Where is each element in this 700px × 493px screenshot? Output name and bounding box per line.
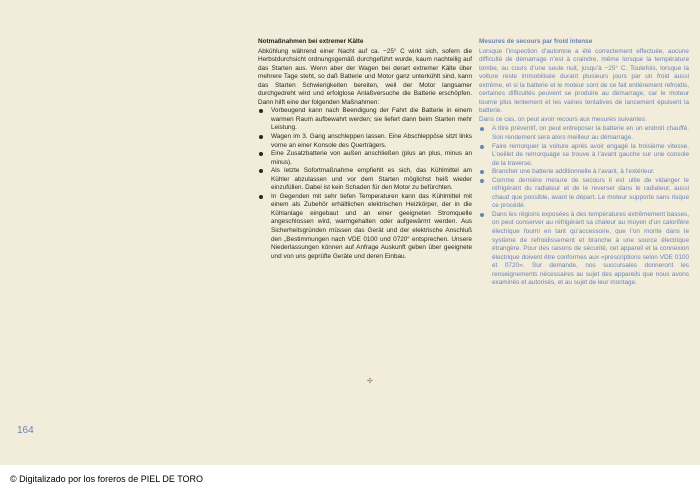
bullet-icon	[480, 145, 484, 149]
german-item-text: In Gegenden mit sehr tiefen Temperaturen kann das Kühlmittel mit einem als Zubehör erhältlichen elektrischen Heizkörper, der in die Kühlanlage eingebaut und an einer geeigneten Stromquelle angeschlossen wird, warmgehalten oder aufgewärmt werden. Aus Sicherheitsgründen müssen das Gerät und der elektrische Anschluß den „Bestimmungen nach VDE 0100 und 0720“ entsprechen. Unsere Niederlassungen können auf Anfrage Auskunft geben über geeignete und von uns geprüfte Geräte und deren Einbau.	[271, 192, 472, 260]
french-item-text: A titre préventif, on peut entreposer la batterie en un endroit chauffé. Son rendement sera alors meilleur au démarrage.	[492, 125, 689, 142]
german-list-item	[258, 107, 472, 133]
german-measures-list	[258, 107, 472, 261]
french-list-item	[479, 125, 689, 142]
french-item-text: Faire remorquer la voiture après avoir engagé la troisième vitesse. L’oeillet de remorquage se trouve à l’avant gauche sur une console de la traverse.	[492, 142, 689, 167]
german-item-text: Vorbeugend kann nach Beendigung der Fahrt die Batterie in einem warmen Raum aufbewahrt werden; sie liefert dann beim Starten mehr Leistung.	[271, 107, 472, 132]
german-list-item	[258, 150, 472, 167]
german-item-text: Eine Zusatzbatterie von außen anschließen (plus an plus, minus an minus).	[271, 150, 472, 166]
bullet-icon	[259, 135, 263, 139]
german-list-item	[258, 167, 472, 193]
german-item-text: Wagen im 3. Gang anschleppen lassen. Eine Abschleppöse sitzt links vorne an einer Konsole des Querträgers.	[271, 133, 472, 149]
french-list-item	[479, 177, 689, 211]
german-list-item	[258, 193, 472, 261]
german-heading: Notmaßnahmen bei extremer Kälte	[258, 38, 364, 45]
french-item-text: Brancher une batterie additionnelle à l’avant, à l’extérieur.	[492, 168, 655, 176]
page-number: 164	[17, 425, 34, 436]
bullet-icon	[480, 170, 484, 174]
french-list-item	[479, 211, 689, 288]
bullet-icon	[480, 179, 484, 183]
french-column	[479, 38, 689, 288]
bullet-icon	[259, 195, 263, 199]
bullet-icon	[259, 169, 263, 173]
bullet-icon	[480, 127, 484, 131]
french-heading: Mesures de secours par froid intense	[479, 38, 593, 45]
bullet-icon	[259, 109, 263, 113]
german-column	[258, 38, 472, 261]
french-intro-2: Dans ce cas, on peut avoir recours aux mesures suivantes:	[479, 115, 647, 123]
german-item-text: Als letzte Sofortmaßnahme empfiehlt es sich, das Kühlmittel am Kühler abzulassen und vor dem Starten möglichst heiß wieder einzufüllen. Dabei ist kein Schaden für den Motor zu befürchten.	[271, 167, 472, 192]
french-list-item	[479, 168, 689, 177]
french-list-item	[479, 143, 689, 169]
french-item-text: Comme dernière mesure de secours il est utile de vidanger le réfrigérant du radiateur et de le reverser dans le radiateur, aussi chaud que possible, avant le départ. Le moteur supporte sans risque ce procédé.	[492, 176, 689, 210]
scan-credit-footer: © Digitalizado por los foreros de PIEL DE TORO	[10, 474, 204, 484]
french-item-text: Dans les régions exposées à des températures extrêmement basses, on peut conserver au réfrigérant sa chaleur au moyen d’un calorifère électrique fourni en tant qu’accessoire, que l’on monte dans le système de refroidissement et branche à une source électrique étrangère. Pour des raisons de sécurité, cet appareil et la connexion électrique doivent être conformes aux «prescriptions selon VDE 0100 et 0720». Sur demande, nos succursales donneront les renseignements nécessaires au sujet des appareils que nous avons examinés et autorisés, et au sujet de leur montage.	[492, 210, 689, 287]
french-measures-list	[479, 125, 689, 287]
german-intro: Abkühlung während einer Nacht auf ca. −25° C wirkt sich, sofern die Herbstdurchsicht ordnungsgemäß durchgeführt wurde, kaum nachteilig auf das Starten aus. Wenn aber der Wagen bei derart extremer Kälte über mehrere Tage steht, so daß Batterie und Motor ganz unterkühlt sind, kann das Starten Schwierigkeiten bereiten, weil der Motor langsamer durchgedreht wird und erfolglose Anlaßversuche die Batterie erschöpfen. Dann hilft eine der folgenden Maßnahmen:	[258, 47, 472, 106]
bullet-icon	[480, 213, 484, 217]
german-list-item	[258, 133, 472, 150]
french-intro: Lorsque l’inspection d’automne a été correctement effectuée, aucune difficulté de démarrage n’est à craindre, même lorsque la température tombe, au cours d’une seule nuit, jusqu’à −25° C. Toutefois, lorsque la voiture reste immobilisée durant plusieurs jours par un froid aussi extrême, et si la batterie et le moteur sont de ce fait entièrement refroidis, certaines difficultés peuvent se produire au démarrage, car le moteur tourne plus lentement et les vaines tentatives de lancement épuisent la batterie.	[479, 47, 689, 115]
center-crop-mark: ✣	[367, 378, 373, 385]
bullet-icon	[259, 152, 263, 156]
